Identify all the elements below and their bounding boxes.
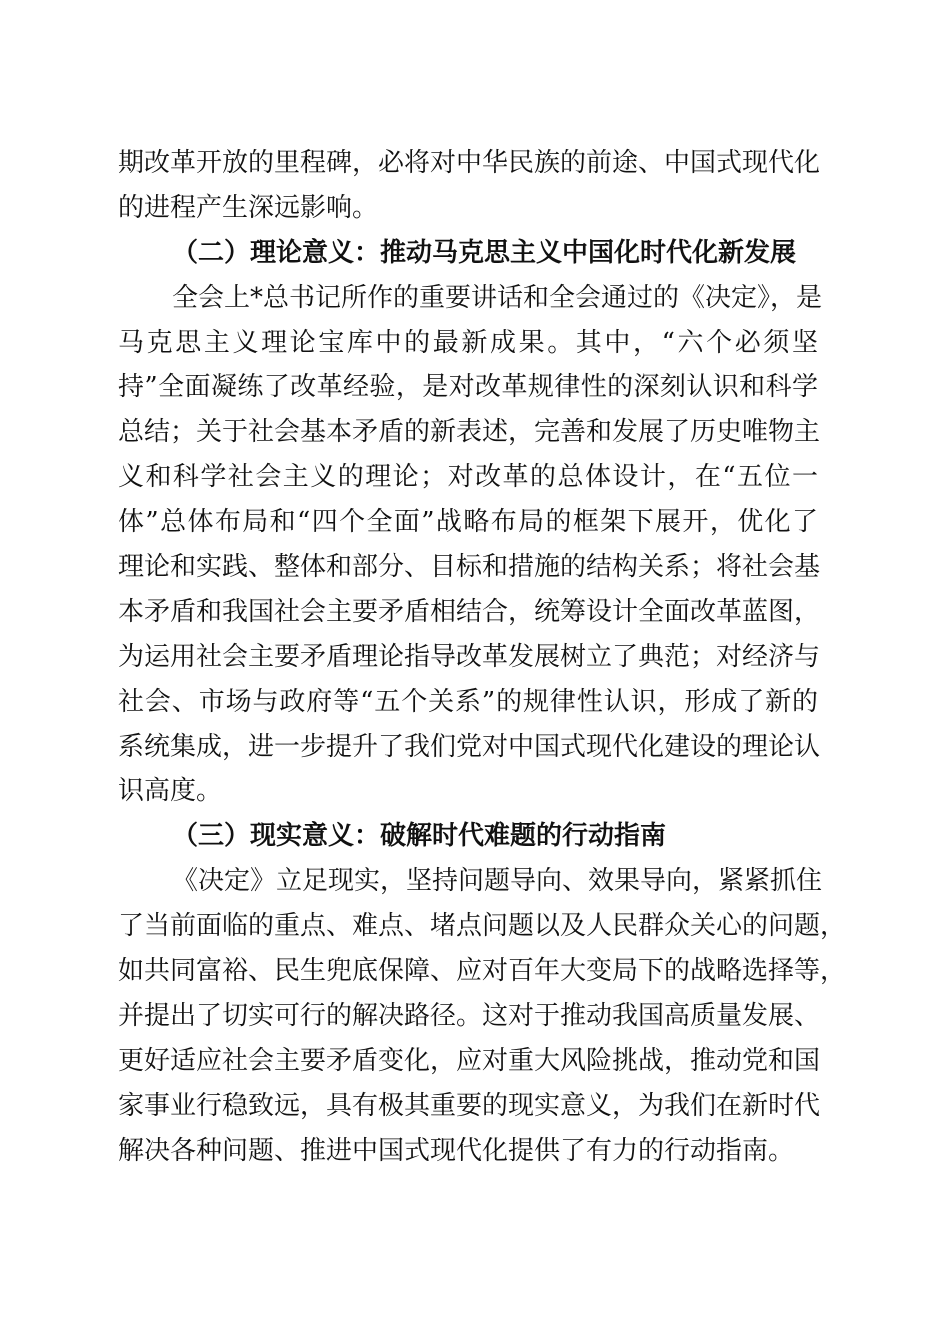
paragraph-line: 更好适应社会主要矛盾变化，应对重大风险挑战，推动党和国: [118, 1045, 821, 1076]
paragraph-line: 体”总体布局和“四个全面”战略布局的框架下展开，优化了: [118, 507, 818, 538]
paragraph-line: 并提出了切实可行的解决路径。这对于推动我国高质量发展、: [118, 1000, 821, 1031]
paragraph-line: 理论和实践、整体和部分、目标和措施的结构关系；将社会基: [118, 552, 821, 583]
paragraph-line: 全会上*总书记所作的重要讲话和全会通过的《决定》，是: [172, 282, 823, 313]
paragraph-line: 义和科学社会主义的理论；对改革的总体设计，在“五位一: [118, 462, 818, 493]
paragraph-line: 家事业行稳致远，具有极其重要的现实意义，为我们在新时代: [118, 1090, 821, 1121]
paragraph-line: 如共同富裕、民生兜底保障、应对百年大变局下的战略选择等，: [118, 956, 847, 987]
section-heading: （二）理论意义：推动马克思主义中国化时代化新发展: [172, 237, 797, 268]
paragraph-line: 总结；关于社会基本矛盾的新表述，完善和发展了历史唯物主: [118, 417, 821, 448]
paragraph-line: 系统集成，进一步提升了我们党对中国式现代化建设的理论认: [118, 731, 821, 762]
paragraph-line: 解决各种问题、推进中国式现代化提供了有力的行动指南。: [118, 1135, 795, 1166]
paragraph-line: 识高度。: [118, 776, 223, 807]
paragraph-line: 期改革开放的里程碑，必将对中华民族的前途、中国式现代化: [118, 148, 821, 178]
paragraph-line: 社会、市场与政府等“五个关系”的规律性认识，形成了新的: [118, 686, 818, 717]
paragraph-line: 《决定》立足现实，坚持问题导向、效果导向，紧紧抓住: [172, 866, 823, 897]
paragraph-line: 马克思主义理论宝库中的最新成果。其中，“六个必须坚: [118, 327, 818, 358]
paragraph-line: 了当前面临的重点、难点、堵点问题以及人民群众关心的问题，: [118, 911, 847, 942]
paragraph-line: 本矛盾和我国社会主要矛盾相结合，统筹设计全面改革蓝图，: [118, 596, 821, 627]
paragraph-line: 为运用社会主要矛盾理论指导改革发展树立了典范；对经济与: [118, 641, 821, 672]
paragraph-line: 的进程产生深远影响。: [118, 192, 379, 223]
paragraph-line: 持”全面凝练了改革经验，是对改革规律性的深刻认识和科学: [118, 372, 818, 403]
section-heading: （三）现实意义：破解时代难题的行动指南: [172, 821, 667, 852]
document-page: [118, 141, 847, 1173]
